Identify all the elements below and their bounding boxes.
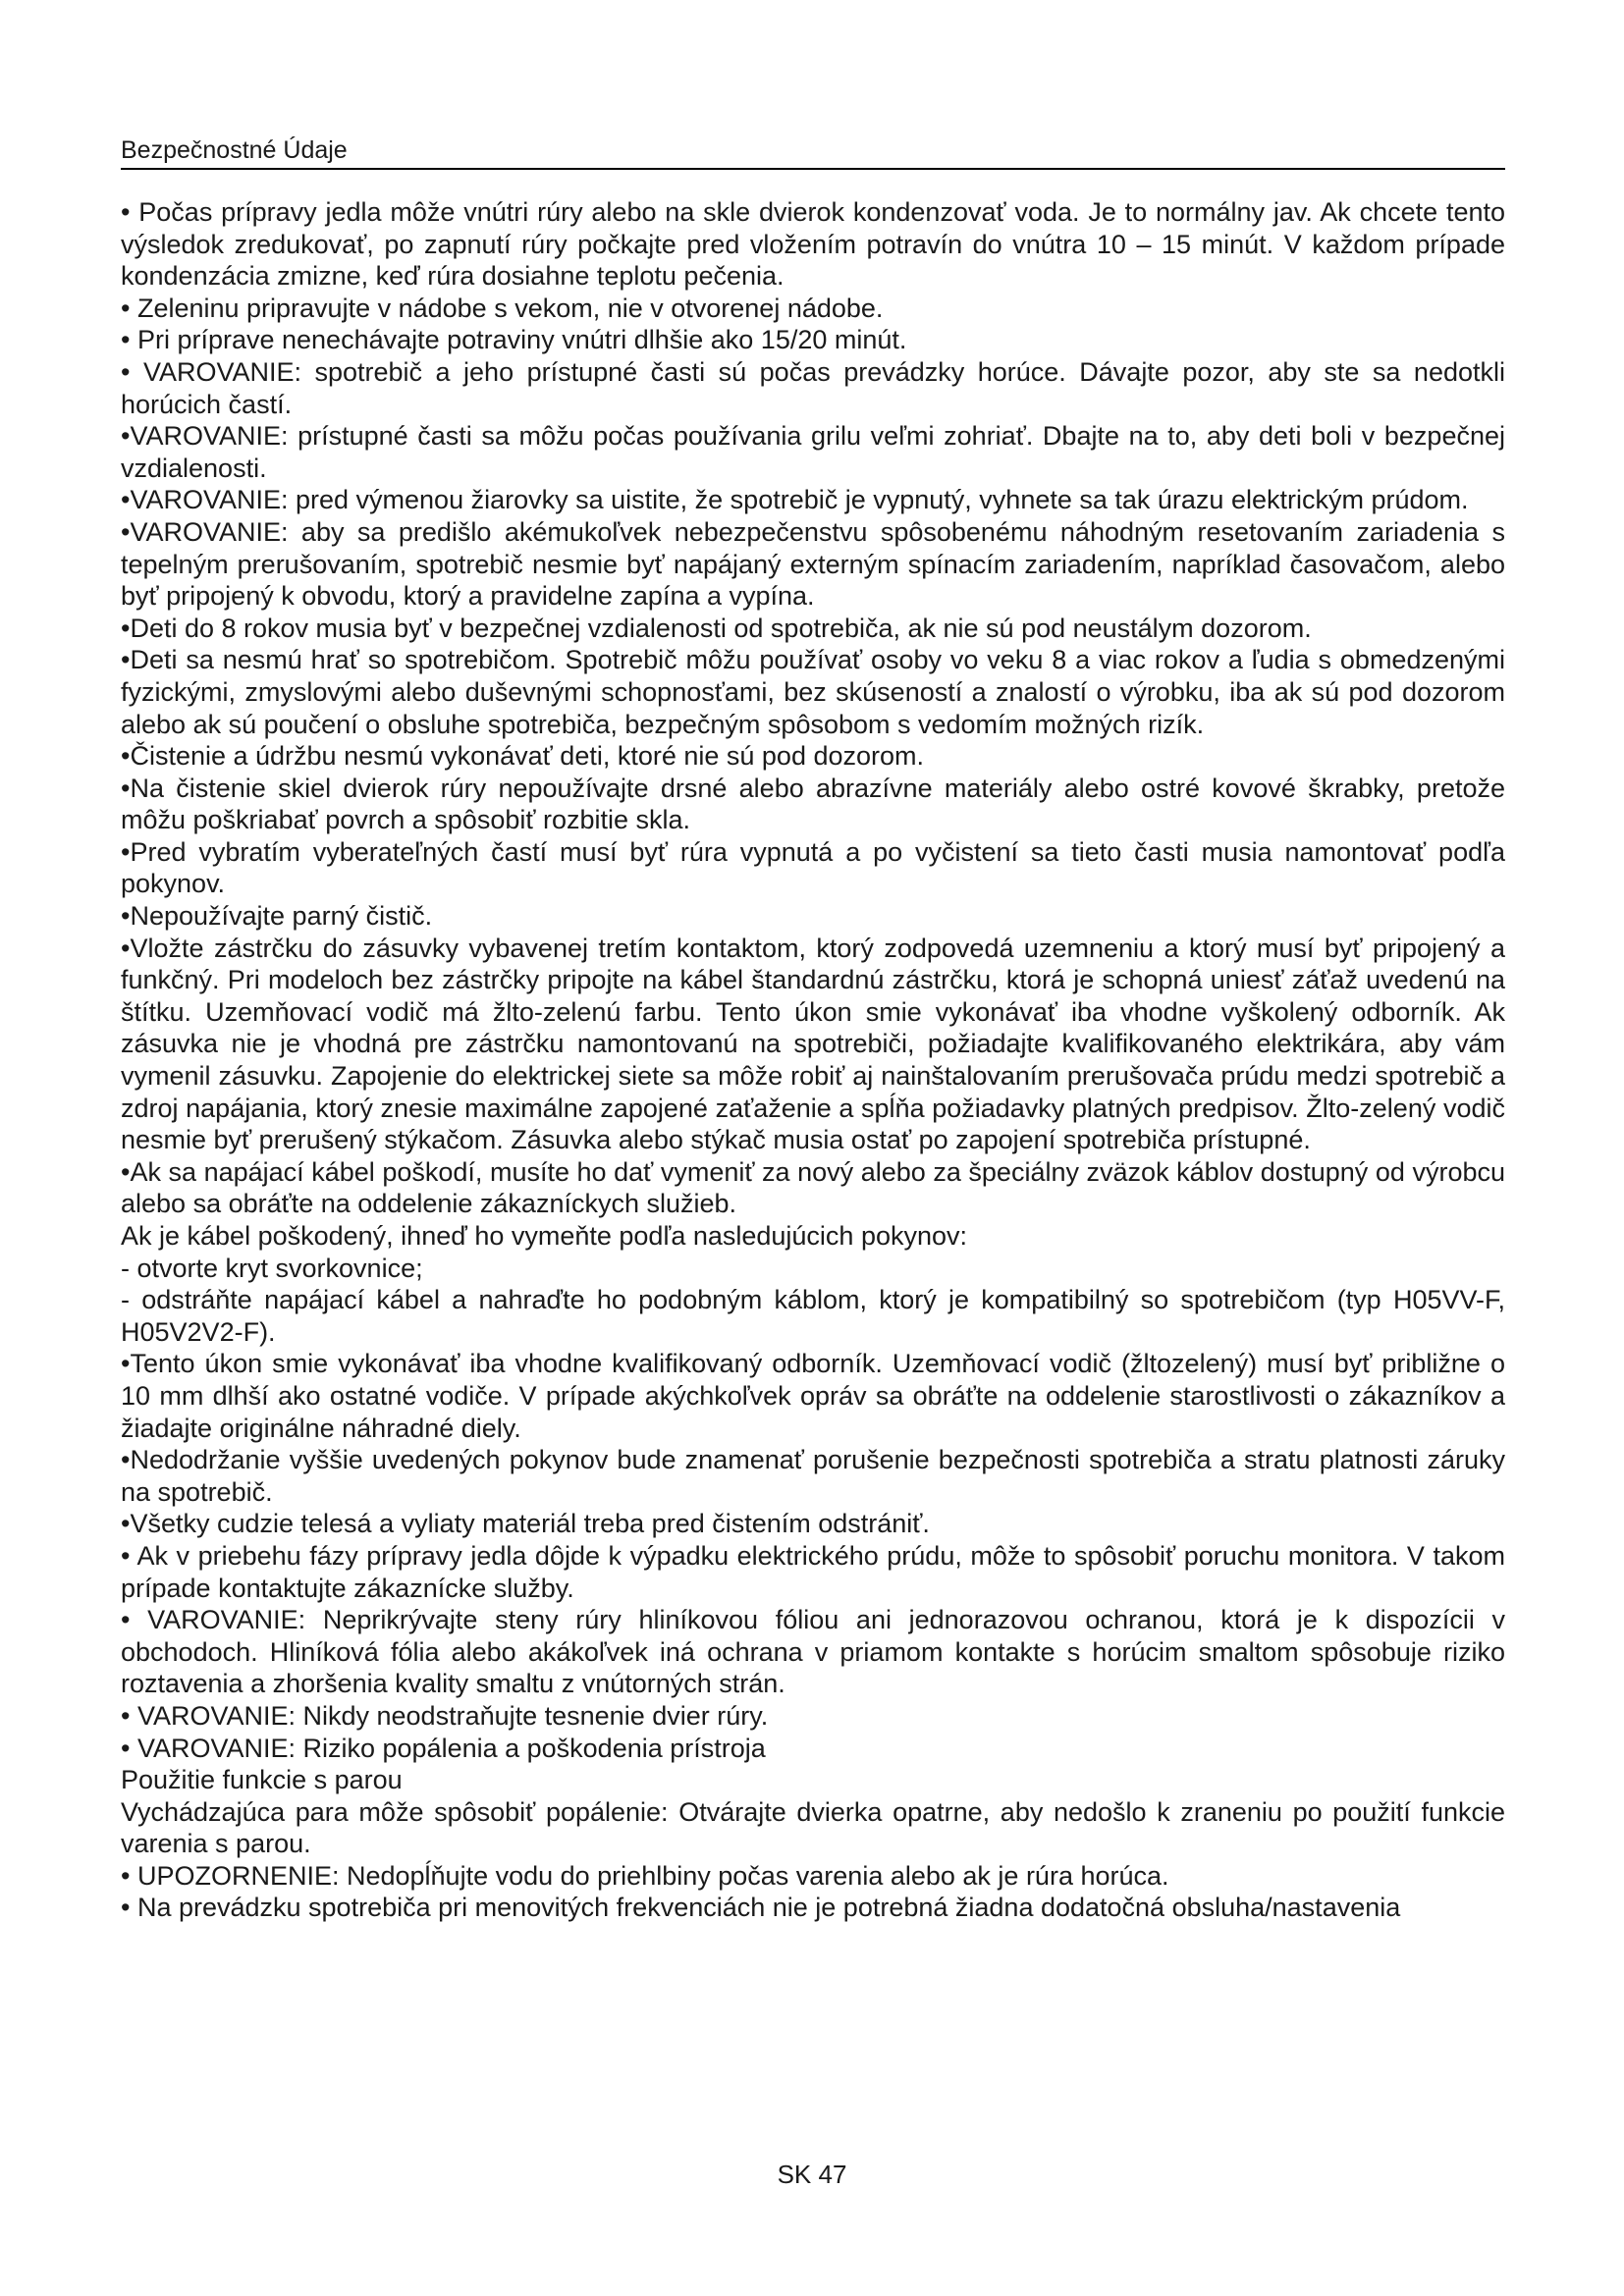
- page-number: SK 47: [777, 2160, 847, 2189]
- paragraph: •Pred vybratím vyberateľných častí musí byť rúra vypnutá a po vyčistení sa tieto časti musia namontovať podľa pokynov.: [121, 836, 1505, 899]
- paragraph: •Deti do 8 rokov musia byť v bezpečnej vzdialenosti od spotrebiča, ak nie sú pod neustálym dozorom.: [121, 613, 1312, 643]
- paragraph: • UPOZORNENIE: Nedopĺňujte vodu do priehlbiny počas varenia alebo ak je rúra horúca.: [121, 1860, 1169, 1891]
- paragraph: - odstráňte napájací kábel a nahraďte ho podobným káblom, ktorý je kompatibilný so spotrebičom (typ H05VV-F, H05V2V2-F).: [121, 1285, 1505, 1347]
- paragraph: • VAROVANIE: Neprikrývajte steny rúry hliníkovou fóliou ani jednorazovou ochranou, ktorá je k dispozícii v obchodoch. Hliníková fólia alebo akákoľvek iná ochrana v priamom kontakte s horúcim smaltom spôsobuje riziko roztavenia a zhoršenia kvality smaltu z vnútorných strán.: [121, 1605, 1505, 1699]
- section-header: Bezpečnostné Údaje: [121, 135, 1505, 170]
- paragraph: • Zeleninu pripravujte v nádobe s vekom, nie v otvorenej nádobe.: [121, 293, 884, 323]
- paragraph: • Počas prípravy jedla môže vnútri rúry alebo na skle dvierok kondenzovať voda. Je to normálny jav. Ak chcete tento výsledok zredukovať, po zapnutí rúry počkajte pred vložením potravín do vnútra 10 – 15 minút. V každom prípade kondenzácia zmizne, keď rúra dosiahne teplotu pečenia.: [121, 197, 1505, 292]
- paragraph: • VAROVANIE: Riziko popálenia a poškodenia prístroja: [121, 1733, 766, 1763]
- paragraph: • VAROVANIE: spotrebič a jeho prístupné časti sú počas prevádzky horúce. Dávajte pozor, aby ste sa nedotkli horúcich častí.: [121, 356, 1505, 419]
- paragraph: Vychádzajúca para môže spôsobiť popálenie: Otvárajte dvierka opatrne, aby nedošlo k zraneniu po použití funkcie varenia s parou.: [121, 1796, 1505, 1859]
- paragraph: • Pri príprave nenechávajte potraviny vnútri dlhšie ako 15/20 minút.: [121, 325, 907, 355]
- paragraph: Ak je kábel poškodený, ihneď ho vymeňte podľa nasledujúcich pokynov:: [121, 1221, 968, 1251]
- paragraph: •Nepoužívajte parný čistič.: [121, 901, 433, 932]
- paragraph: •VAROVANIE: prístupné časti sa môžu počas používania grilu veľmi zohriať. Dbajte na to, aby deti boli v bezpečnej vzdialenosti.: [121, 421, 1505, 483]
- paragraph: •Čistenie a údržbu nesmú vykonávať deti, ktoré nie sú pod dozorom.: [121, 741, 925, 772]
- paragraph: •Všetky cudzie telesá a vyliaty materiál treba pred čistením odstrániť.: [121, 1509, 930, 1539]
- paragraph: •VAROVANIE: pred výmenou žiarovky sa uistite, že spotrebič je vypnutý, vyhnete sa tak úrazu elektrickým prúdom.: [121, 485, 1469, 515]
- paragraph: •Deti sa nesmú hrať so spotrebičom. Spotrebič môžu používať osoby vo veku 8 a viac rokov a ľudia s obmedzenými fyzickými, zmyslovými alebo duševnými schopnosťami, bez skúseností a znalostí o výrobku, iba ak sú pod dozorom alebo ak sú poučení o obsluhe spotrebiča, bezpečným spôsobom s vedomím možných rizík.: [121, 645, 1505, 739]
- paragraph: •Na čistenie skiel dvierok rúry nepoužívajte drsné alebo abrazívne materiály alebo ostré kovové škrabky, pretože môžu poškriabať povrch a spôsobiť rozbitie skla.: [121, 773, 1505, 835]
- paragraph: • VAROVANIE: Nikdy neodstraňujte tesnenie dvier rúry.: [121, 1700, 769, 1731]
- paragraph: •Tento úkon smie vykonávať iba vhodne kvalifikovaný odborník. Uzemňovací vodič (žltozelený) musí byť približne o 10 mm dlhší ako ostatné vodiče. V prípade akýchkoľvek opráv sa obráťte na oddelenie starostlivosti o zákazníkov a žiadajte originálne náhradné diely.: [121, 1349, 1505, 1443]
- paragraph: • Ak v priebehu fázy prípravy jedla dôjde k výpadku elektrického prúdu, môže to spôsobiť poruchu monitora. V takom prípade kontaktujte zákaznícke služby.: [121, 1540, 1505, 1603]
- paragraph: - otvorte kryt svorkovnice;: [121, 1253, 423, 1283]
- subheading: Použitie funkcie s parou: [121, 1765, 403, 1795]
- paragraph: •Vložte zástrčku do zásuvky vybavenej tretím kontaktom, ktorý zodpovedá uzemneniu a ktorý musí byť pripojený a funkčný. Pri modeloch bez zástrčky pripojte na kábel štandardnú zástrčku, ktorá je schopná uniesť záťaž uvedenú na štítku. Uzemňovací vodič má žlto-zelenú farbu. Tento úkon smie vykonávať iba vhodne vyškolený odborník. Ak zásuvka nie je vhodná pre zástrčku namontovanú na spotrebiči, požiadajte kvalifikovaného elektrikára, aby vám vymenil zásuvku. Zapojenie do elektrickej siete sa môže robiť aj nainštalovaním prerušovača prúdu medzi spotrebič a zdroj napájania, ktorý znesie maximálne zapojené zaťaženie a spĺňa požiadavky platných predpisov. Žlto-zelený vodič nesmie byť prerušený stýkačom. Zásuvka alebo stýkač musia ostať po zapojení spotrebiča prístupné.: [121, 933, 1505, 1155]
- safety-text-body: [121, 196, 1505, 1924]
- paragraph: •Nedodržanie vyššie uvedených pokynov bude znamenať porušenie bezpečnosti spotrebiča a stratu platnosti záruky na spotrebič.: [121, 1445, 1505, 1507]
- paragraph: •VAROVANIE: aby sa predišlo akémukoľvek nebezpečenstvu spôsobenému náhodným resetovaním zariadenia s tepelným prerušovaním, spotrebič nesmie byť napájaný externým spínacím zariadením, napríklad časovačom, alebo byť pripojený k obvodu, ktorý a pravidelne zapína a vypína.: [121, 516, 1505, 612]
- paragraph: • Na prevádzku spotrebiča pri menovitých frekvenciách nie je potrebná žiadna dodatočná obsluha/nastavenia: [121, 1893, 1401, 1923]
- paragraph: •Ak sa napájací kábel poškodí, musíte ho dať vymeniť za nový alebo za špeciálny zväzok káblov dostupný od výrobcu alebo sa obráťte na oddelenie zákazníckych služieb.: [121, 1156, 1505, 1219]
